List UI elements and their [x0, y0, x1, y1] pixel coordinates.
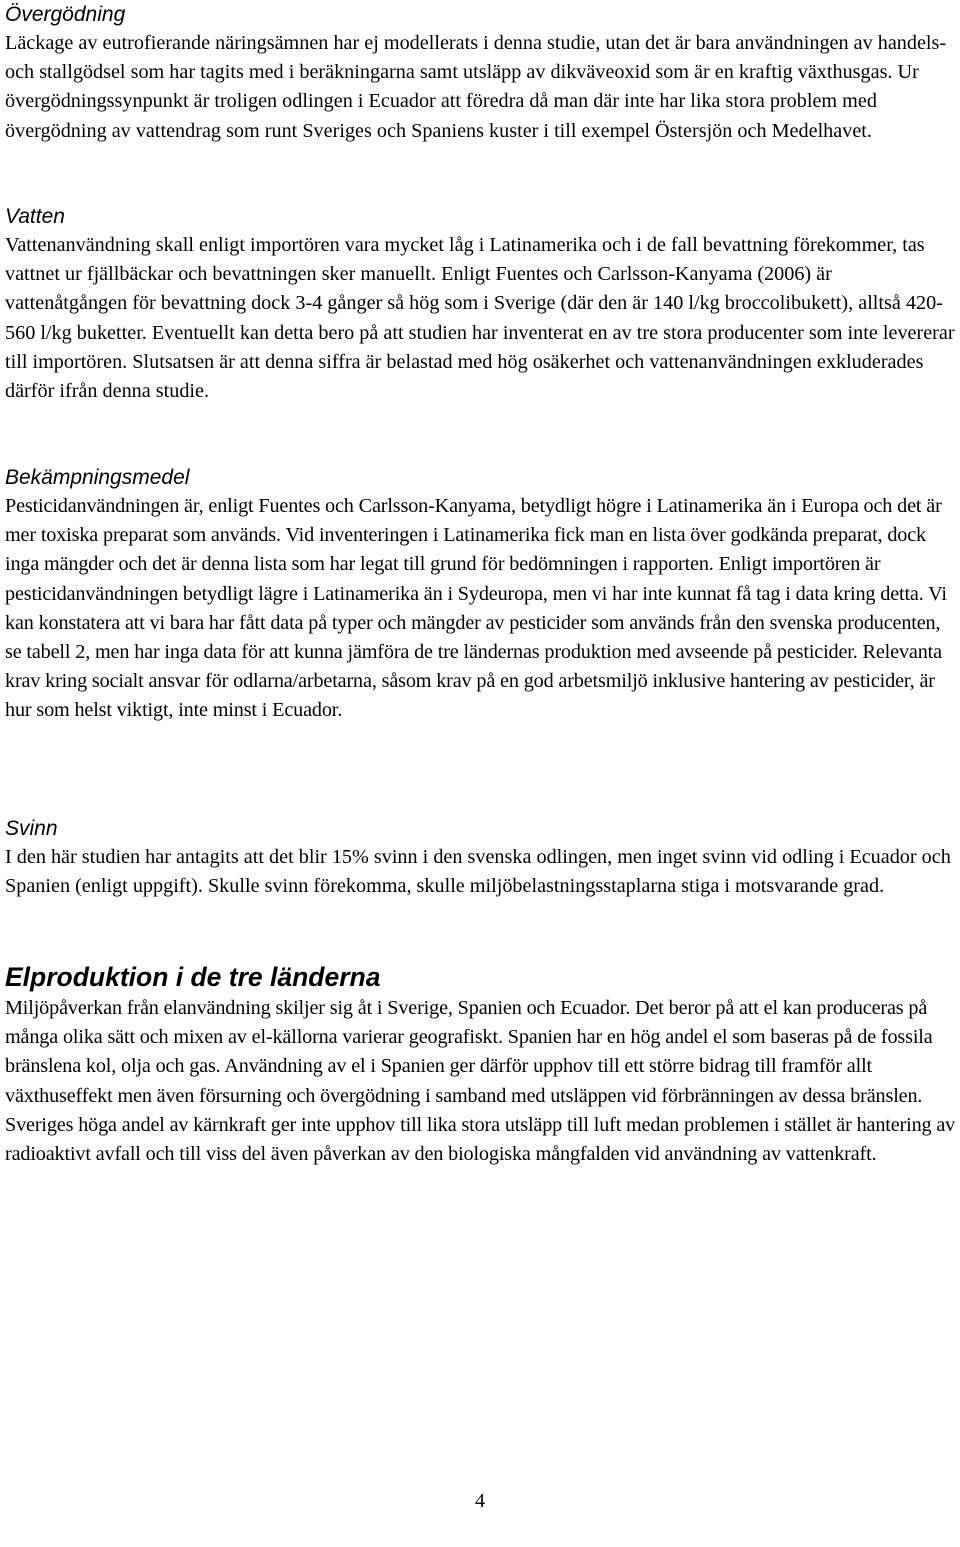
section-heading: Vatten	[5, 205, 65, 228]
section-paragraph: I den här studien har antagits att det blir 15% svinn i den svenska odlingen, men inget svinn vid odling i Ecuador och Spanien (enligt uppgift). Skulle svinn förekomma, skulle miljöbelastningsstaplarna stiga i motsvarande grad.	[5, 846, 951, 898]
section-vatten	[5, 202, 958, 406]
chapter-heading: Elproduktion i de tre länderna	[5, 962, 381, 992]
section-heading: Bekämpningsmedel	[5, 466, 190, 489]
section-paragraph: Vattenanvändning skall enligt importören vara mycket låg i Latinamerika och i de fall bevattning förekommer, tas vattnet ur fjällbäckar och bevattningen sker manuellt. Enligt Fuentes och Carlsson-Kanyama (2006) är vattenåtgången för bevattning dock 3-4 gånger så hög som i Sverige (där den är 140 l/kg broccolibukett), alltså 420-560 l/kg buketter. Eventuellt kan detta bero på att studien har inventerat en av tre stora producenter som inte levererar till importören. Slutsatsen är att denna siffra är belastad med hög osäkerhet och vattenanvändningen exkluderades därför ifrån denna studie.	[5, 234, 955, 403]
page-number: 4	[475, 1490, 485, 1512]
section-paragraph: Läckage av eutrofierande näringsämnen har ej modellerats i denna studie, utan det är bara användningen av handels- och stallgödsel som har tagits med i beräkningarna samt utsläpp av dikväveoxid som är en kraftig växthusgas. Ur övergödningssynpunkt är troligen odlingen i Ecuador att föredra då man där inte har lika stora problem med övergödning av vattendrag som runt Sveriges och Spaniens kuster i till exempel Östersjön och Medelhavet.	[5, 32, 947, 142]
section-heading: Svinn	[5, 817, 58, 840]
section-paragraph: Pesticidanvändningen är, enligt Fuentes och Carlsson-Kanyama, betydligt högre i Latinamerika än i Europa och det är mer toxiska preparat som används. Vid inventeringen i Latinamerika fick man en lista över godkända preparat, dock inga mängder och det är denna lista som har legat till grund för bedömningen i rapporten. Enligt importören är pesticidanvändningen betydligt lägre i Latinamerika än i Sydeuropa, men vi har inte kunnat få tag i data kring detta. Vi kan konstatera att vi bara har fått data på typer och mängder av pesticider som används från den svenska producenten, se tabell 2, men har inga data för att kunna jämföra de tre ländernas produktion med avseende på pesticider. Relevanta krav kring socialt ansvar för odlarna/arbetarna, såsom krav på en god arbetsmiljö inklusive hantering av pesticider, är hur som helst viktigt, inte minst i Ecuador.	[5, 495, 947, 722]
section-elproduktion	[5, 960, 958, 1169]
section-bekampningsmedel	[5, 463, 958, 726]
section-heading: Övergödning	[5, 3, 126, 26]
section-paragraph: Miljöpåverkan från elanvändning skiljer sig åt i Sverige, Spanien och Ecuador. Det beror på att el kan produceras på många olika sätt och mixen av el-källorna varierar geografiskt. Spanien har en hög andel el som baseras på de fossila bränslena kol, olja och gas. Användning av el i Spanien ger därför upphov till ett större bidrag till framför allt växthuseffekt men även försurning och övergödning i samband med utsläppen vid förbränningen av dessa bränslen. Sveriges höga andel av kärnkraft ger inte upphov till lika stora utsläpp till luft medan problemen i stället är hantering av radioaktivt avfall och till viss del även påverkan av den biologiska mångfalden vid användning av vattenkraft.	[5, 997, 956, 1166]
section-svinn	[5, 814, 958, 901]
section-overgodning	[5, 0, 958, 146]
